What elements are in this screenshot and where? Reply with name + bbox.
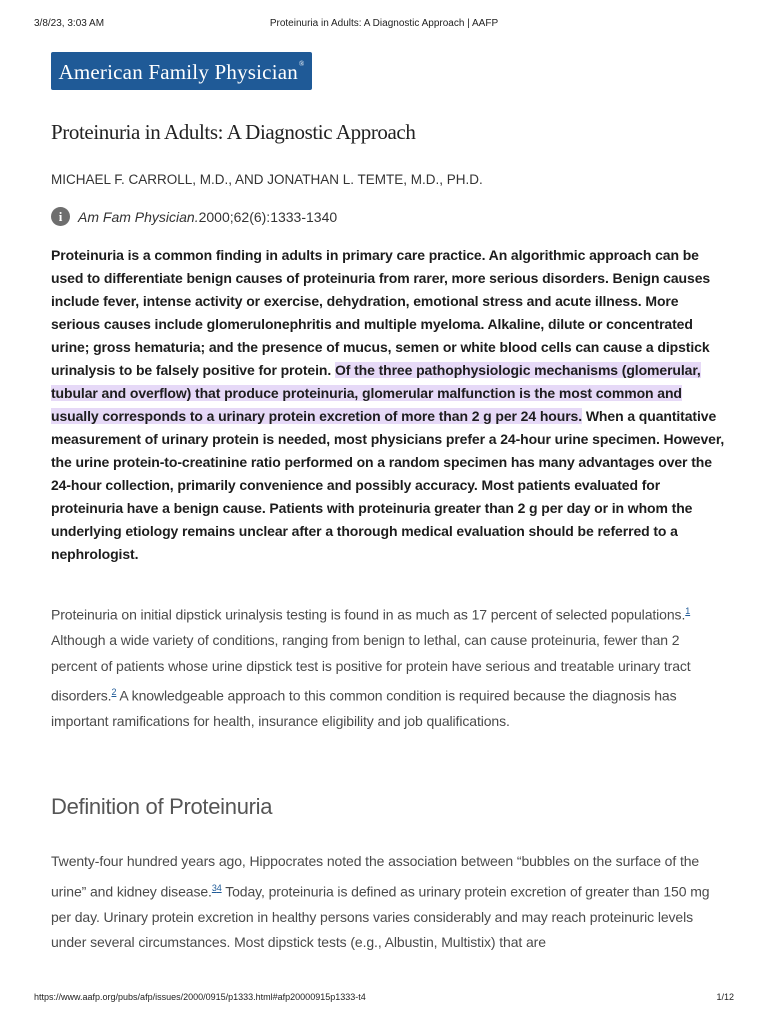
- abstract-highlight: Of the three pathophysiologic mechanisms (glomerular, tubular and overflow) that produce proteinuria, glomerular malfunction is the most common and usually corresponds to a urinary protein excretion of more than 2 g per 24 hours.: [51, 362, 701, 424]
- logo-text: American Family Physician: [58, 60, 298, 84]
- print-header: [34, 18, 734, 32]
- definition-text-2: Today, proteinuria is defined as urinary protein excretion of greater than 150 mg per day. Urinary protein excretion in healthy persons varies considerably and may reach proteinuric levels under several circumstances. Most dipstick tests (e.g., Albustin, Multistix) that are: [51, 883, 710, 951]
- intro-text-1: Proteinuria on initial dipstick urinalysis testing is found in as much as 17 percent of selected populations.: [51, 606, 686, 623]
- citation-reference: 2000;62(6):1333-1340: [198, 208, 338, 225]
- intro-text-3: A knowledgeable approach to this common condition is required because the diagnosis has important ramifications for health, insurance eligibility and job qualifications.: [51, 687, 677, 730]
- print-page-title: Proteinuria in Adults: A Diagnostic Approach | AAFP: [269, 18, 499, 29]
- journal-logo[interactable]: [51, 52, 312, 90]
- article-title: Proteinuria in Adults: A Diagnostic Approach: [51, 120, 416, 144]
- info-icon[interactable]: i: [51, 207, 70, 226]
- registered-mark: ®: [298, 60, 305, 68]
- article-authors: MICHAEL F. CARROLL, M.D., AND JONATHAN L. TEMTE, M.D., PH.D.: [51, 172, 483, 187]
- reference-link-4[interactable]: 4: [216, 882, 222, 893]
- definition-paragraph: [51, 849, 721, 956]
- abstract-text-before: Proteinuria is a common finding in adults in primary care practice. An algorithmic approach can be used to differentiate benign causes of proteinuria from rarer, more serious disorders. Benign causes include fever, intense activity or exercise, dehydration, emotional stress and acute illness. More serious causes include glomerulonephritis and multiple myeloma. Alkaline, dilute or concentrated urine; gross hematuria; and the presence of mucus, semen or white blood cells can cause a dipstick urinalysis to be falsely positive for protein.: [51, 247, 711, 378]
- definition-text-1: Twenty-four hundred years ago, Hippocrates noted the association between “bubbles on the surface of the urine” and kidney disease.: [51, 853, 700, 900]
- intro-text-2: Although a wide variety of conditions, ranging from benign to lethal, can cause proteinuria, fewer than 2 percent of patients whose urine dipstick test is positive for protein have serious and treatable urinary tract disorders.: [51, 632, 691, 704]
- print-page-number: 1/12: [716, 992, 734, 1002]
- reference-link-3[interactable]: 3: [211, 882, 217, 893]
- intro-paragraph: [51, 598, 721, 735]
- print-datetime: 3/8/23, 3:03 AM: [34, 18, 105, 29]
- citation-journal: Am Fam Physician.: [78, 208, 199, 225]
- section-heading: Definition of Proteinuria: [51, 794, 273, 819]
- print-url: https://www.aafp.org/pubs/afp/issues/2000/0915/p1333.html#afp20000915p1333-t4: [34, 992, 366, 1002]
- abstract-text-after: When a quantitative measurement of urinary protein is needed, most physicians prefer a 24-hour urine specimen. However, the urine protein-to-creatinine ratio performed on a random specimen has many advantages over the 24-hour collection, primarily convenience and possibly accuracy. Most patients evaluated for proteinuria have a benign cause. Patients with proteinuria greater than 2 g per day or in whom the underlying etiology remains unclear after a thorough medical evaluation should be referred to a nephrologist.: [51, 408, 725, 562]
- article-citation: [51, 207, 337, 226]
- reference-link-2[interactable]: 2: [111, 687, 117, 698]
- reference-link-1[interactable]: 1: [685, 606, 691, 616]
- article-abstract: [51, 244, 731, 566]
